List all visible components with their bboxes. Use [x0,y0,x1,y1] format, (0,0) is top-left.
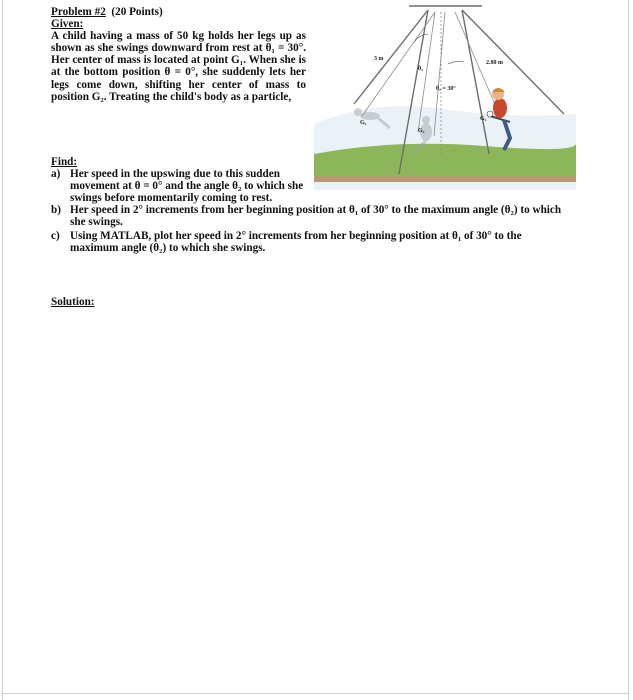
length-280m-label: 2.80 m [486,60,503,66]
find-item-label: c) [51,229,60,242]
g2-left-label: G₂ [360,120,367,126]
find-heading: Find: [51,156,78,168]
g1-label: G₁ [480,116,487,122]
swing-figure [314,4,576,190]
find-item-text: Her speed in 2° increments from her beginning position at θ₁ of 30° to the maximum angle (θ₂) to which she swings. [70,204,562,229]
ghost-head [354,108,362,116]
find-item-text: Using MATLAB, plot her speed in 2° increments from her beginning position at θ₁ of 30° to the maximum angle (θ₂) to which she swings. [70,229,522,254]
given-heading: Given: [51,18,84,31]
find-item-a [51,168,315,204]
solution-heading: Solution: [51,296,95,308]
find-item-b [51,204,570,228]
grass [314,144,576,180]
child-shirt [493,98,507,118]
page-border-right [628,0,629,700]
find-item-label: a) [51,168,61,181]
page-border-left [2,0,3,700]
length-3m-label: 3 m [374,56,384,62]
g2-center-label: G₂ [418,128,425,134]
given-paragraph [51,30,306,103]
ghost-head [422,116,430,124]
g1-marker [487,111,493,117]
find-item-label: b) [51,204,61,217]
ground-strip [314,176,576,182]
find-item-text: Her speed in the upswing due to this sudden movement at θ = 0° and the angle θ₂ to which she swings before momentarily coming to rest. [70,168,304,205]
swing-illustration [314,4,576,190]
given-text: A child having a mass of 50 kg holds her legs up as shown as she swings downward from rest at θ₁ = 30°. Her center of mass is located at point G₁. When she is at the bottom position θ = 0°, she suddenly lets her legs come down, shifting her center of mass to position G₂. Treating the child's body as a particle, [51,30,306,103]
theta2-label: θ₂ [418,66,423,72]
theta1-label: θ₁ = 30° [436,86,456,92]
page-border-bottom [2,693,629,694]
problem-points: (20 Points) [111,6,163,18]
ghost-body [360,112,380,120]
find-item-c [51,230,570,254]
problem-number: Problem #2 [51,6,106,18]
